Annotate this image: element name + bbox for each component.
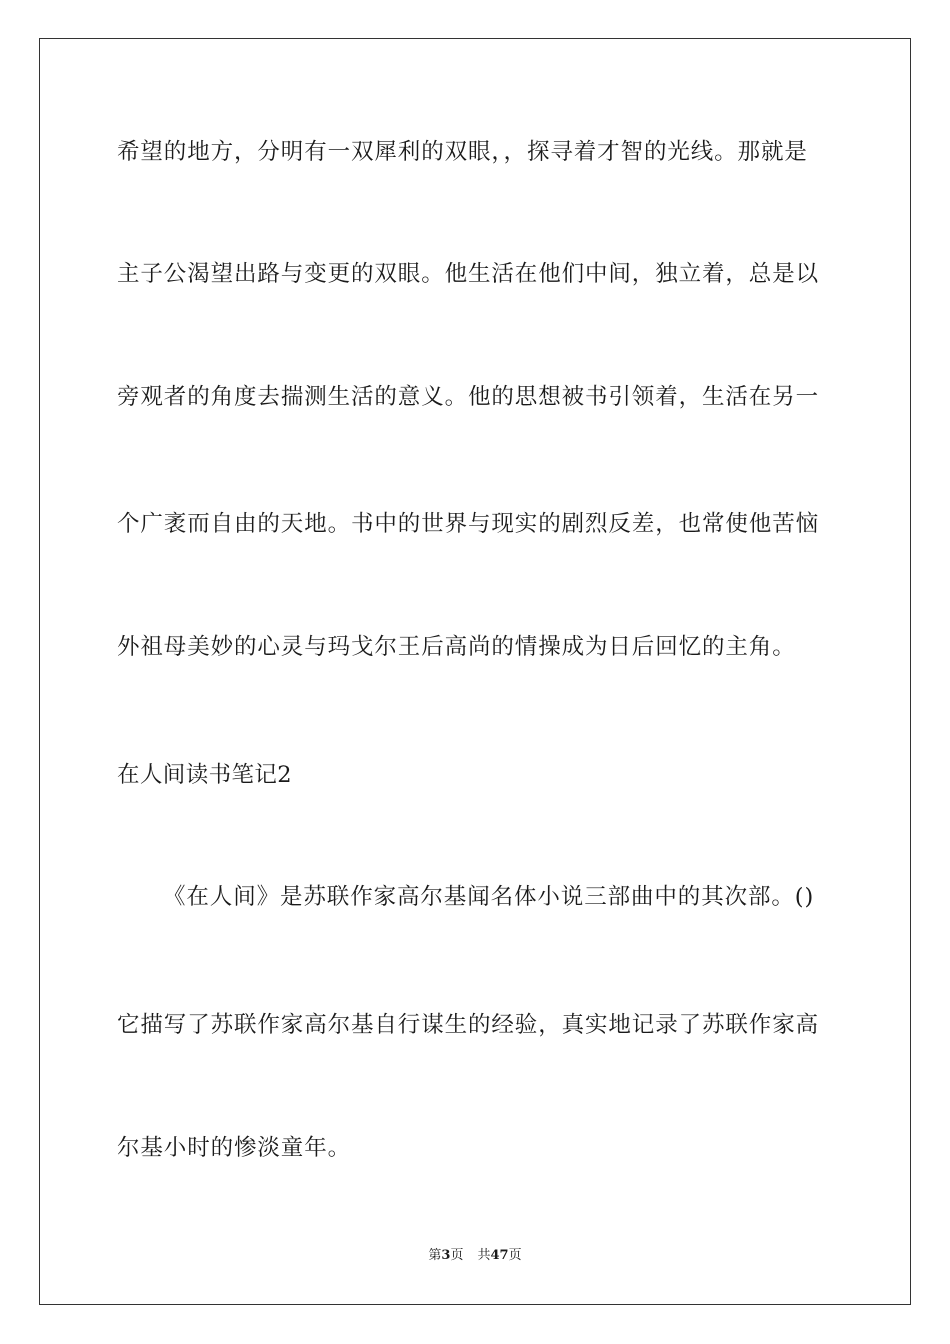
- body-line-2: 主子公渴望出路与变更的双眼。他生活在他们中间，独立着，总是以: [117, 261, 820, 287]
- footer-page-number: 3: [441, 1248, 451, 1263]
- body-line-3: 旁观者的角度去揣测生活的意义。他的思想被书引领着，生活在另一: [117, 384, 820, 410]
- body-line-5: 外祖母美妙的心灵与玛戈尔王后高尚的情操成为日后回忆的主角。: [117, 634, 796, 660]
- page-frame: [39, 38, 911, 1305]
- paragraph-line-3: 尔基小时的惨淡童年。: [117, 1135, 352, 1161]
- footer-total-pages: 47: [490, 1248, 509, 1263]
- section-heading: 在人间读书笔记2: [117, 762, 293, 788]
- footer-total-suffix: 页: [508, 1248, 522, 1263]
- page-footer: [0, 1247, 950, 1265]
- body-line-4: 个广袤而自由的天地。书中的世界与现实的剧烈反差，也常使他苦恼: [117, 511, 820, 537]
- footer-page-prefix: 第: [428, 1248, 442, 1263]
- footer-total-prefix: 共: [477, 1248, 491, 1263]
- footer-page-suffix: 页: [450, 1248, 464, 1263]
- paragraph-line-2: 它描写了苏联作家高尔基自行谋生的经验，真实地记录了苏联作家高: [117, 1012, 820, 1038]
- paragraph-line-1: 《在人间》是苏联作家高尔基闻名体小说三部曲中的其次部。(): [163, 884, 815, 910]
- body-line-1: 希望的地方，分明有一双犀利的双眼，，探寻着才智的光线。那就是: [117, 139, 808, 165]
